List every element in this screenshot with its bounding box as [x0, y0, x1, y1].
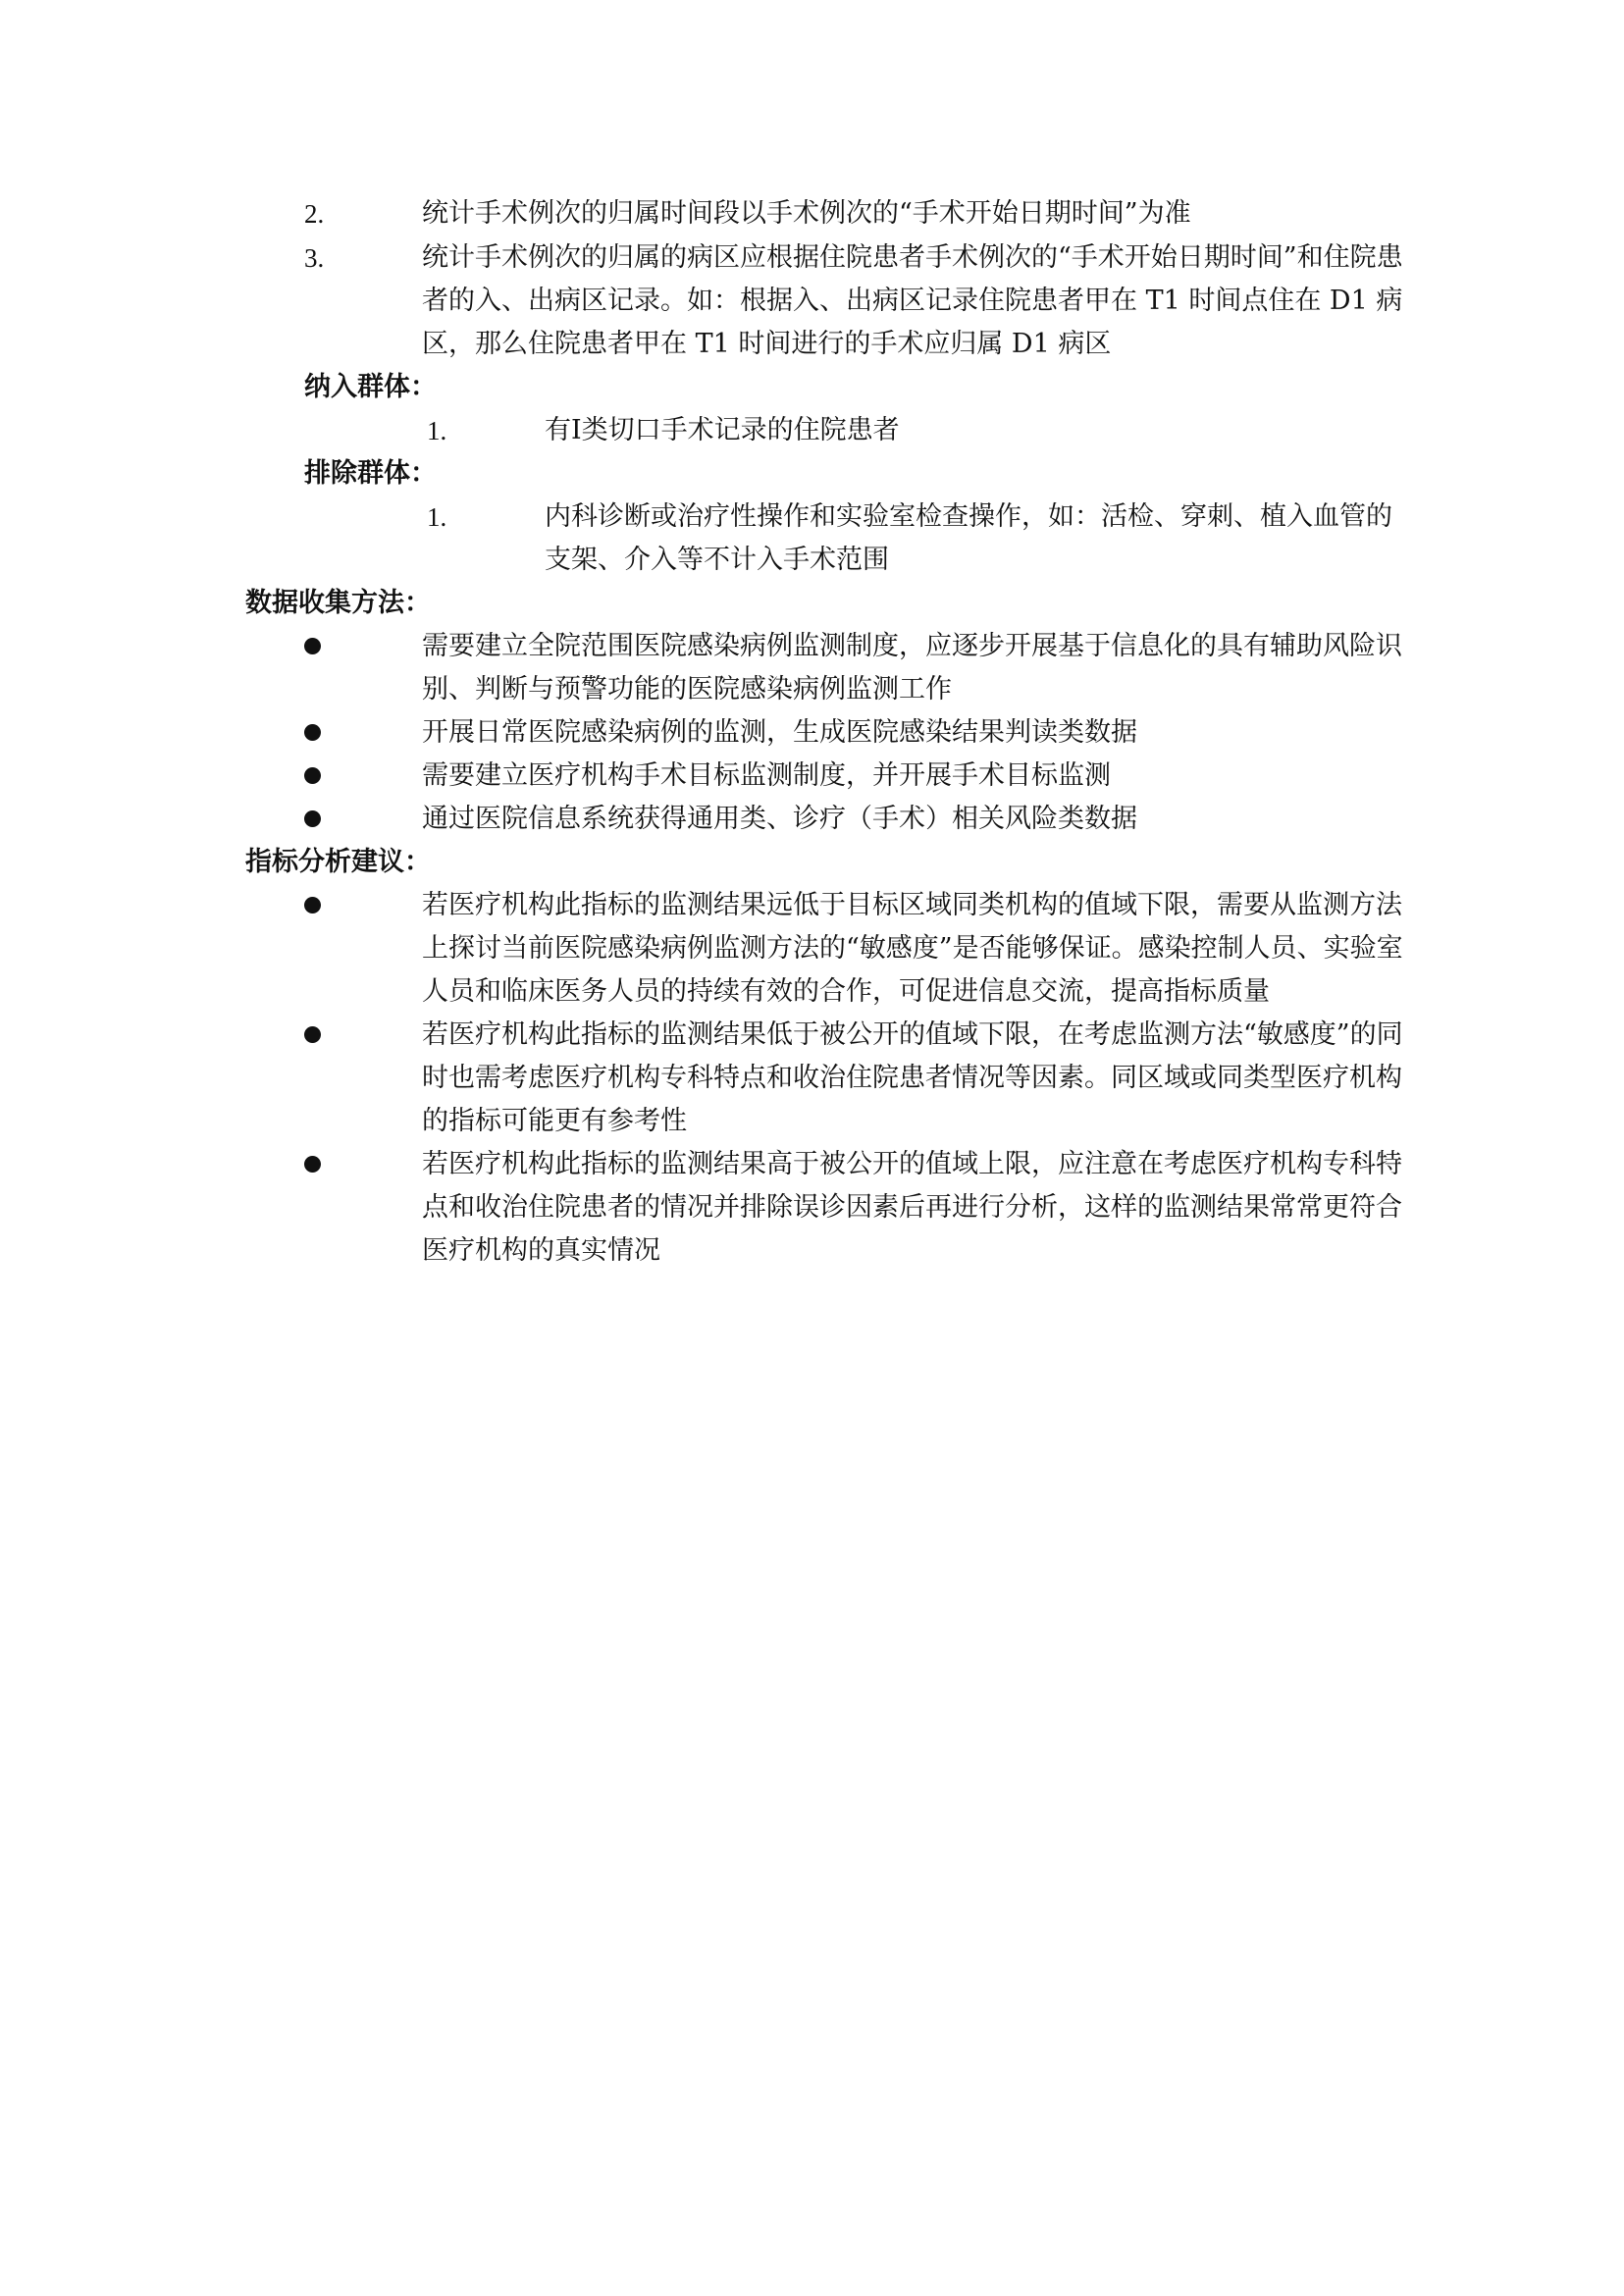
bullet-icon	[304, 638, 321, 654]
item-text: 统计手术例次的归属时间段以手术例次的“手术开始日期时间”为准	[422, 198, 1191, 229]
numbered-item	[304, 236, 1403, 366]
bullet-item	[304, 884, 1403, 1014]
data-collection-heading: 数据收集方法：	[245, 588, 431, 618]
exclusion-item	[304, 496, 1403, 582]
item-text: 若医疗机构此指标的监测结果高于被公开的值域上限，应注意在考虑医疗机构专科特点和收治住院患者的情况并排除误诊因素后再进行分析，这样的监测结果常常更符合医疗机构的真实情况	[422, 1149, 1402, 1266]
bullet-item	[304, 625, 1403, 711]
bullet-icon	[304, 767, 321, 784]
item-text: 内科诊断或治疗性操作和实验室检查操作，如：活检、穿刺、植入血管的支架、介入等不计入手术范围	[545, 501, 1392, 575]
bullet-item	[304, 1143, 1403, 1273]
exclusion-heading: 排除群体：	[304, 458, 437, 489]
item-number: 1.	[427, 502, 447, 532]
item-text: 开展日常医院感染病例的监测，生成医院感染结果判读类数据	[422, 717, 1137, 748]
inclusion-item	[304, 409, 1403, 452]
item-text: 有Ⅰ类切口手术记录的住院患者	[545, 415, 900, 445]
numbered-item	[304, 192, 1403, 235]
item-text: 统计手术例次的归属的病区应根据住院患者手术例次的“手术开始日期时间”和住院患者的入、出病区记录。如：根据入、出病区记录住院患者甲在 T1 时间点住在 D1 病区，那么住院患者甲在 T1 时间进行的手术应归属 D1 病区	[422, 242, 1403, 359]
item-text: 需要建立医疗机构手术目标监测制度，并开展手术目标监测	[422, 760, 1111, 791]
item-number: 2.	[304, 199, 325, 229]
item-text: 若医疗机构此指标的监测结果低于被公开的值域下限，在考虑监测方法“敏感度”的同时也需考虑医疗机构专科特点和收治住院患者情况等因素。同区域或同类型医疗机构的指标可能更有参考性	[422, 1019, 1403, 1136]
analysis-heading: 指标分析建议：	[245, 847, 431, 877]
item-text: 通过医院信息系统获得通用类、诊疗（手术）相关风险类数据	[422, 804, 1137, 834]
item-text: 需要建立全院范围医院感染病例监测制度，应逐步开展基于信息化的具有辅助风险识别、判断与预警功能的医院感染病例监测工作	[422, 631, 1402, 704]
document-body	[245, 192, 1403, 1273]
inclusion-heading: 纳入群体：	[304, 372, 437, 402]
bullet-icon	[304, 810, 321, 827]
bullet-icon	[304, 1026, 321, 1043]
item-number: 3.	[304, 243, 325, 273]
item-text: 若医疗机构此指标的监测结果远低于目标区域同类机构的值域下限，需要从监测方法上探讨当前医院感染病例监测方法的“敏感度”是否能够保证。感染控制人员、实验室人员和临床医务人员的持续有效的合作，可促进信息交流，提高指标质量	[422, 890, 1403, 1007]
bullet-icon	[304, 897, 321, 913]
item-number: 1.	[427, 416, 447, 445]
bullet-icon	[304, 724, 321, 741]
bullet-item	[304, 755, 1403, 798]
bullet-item	[304, 1014, 1403, 1143]
bullet-item	[304, 711, 1403, 755]
bullet-item	[304, 798, 1403, 841]
bullet-icon	[304, 1156, 321, 1173]
